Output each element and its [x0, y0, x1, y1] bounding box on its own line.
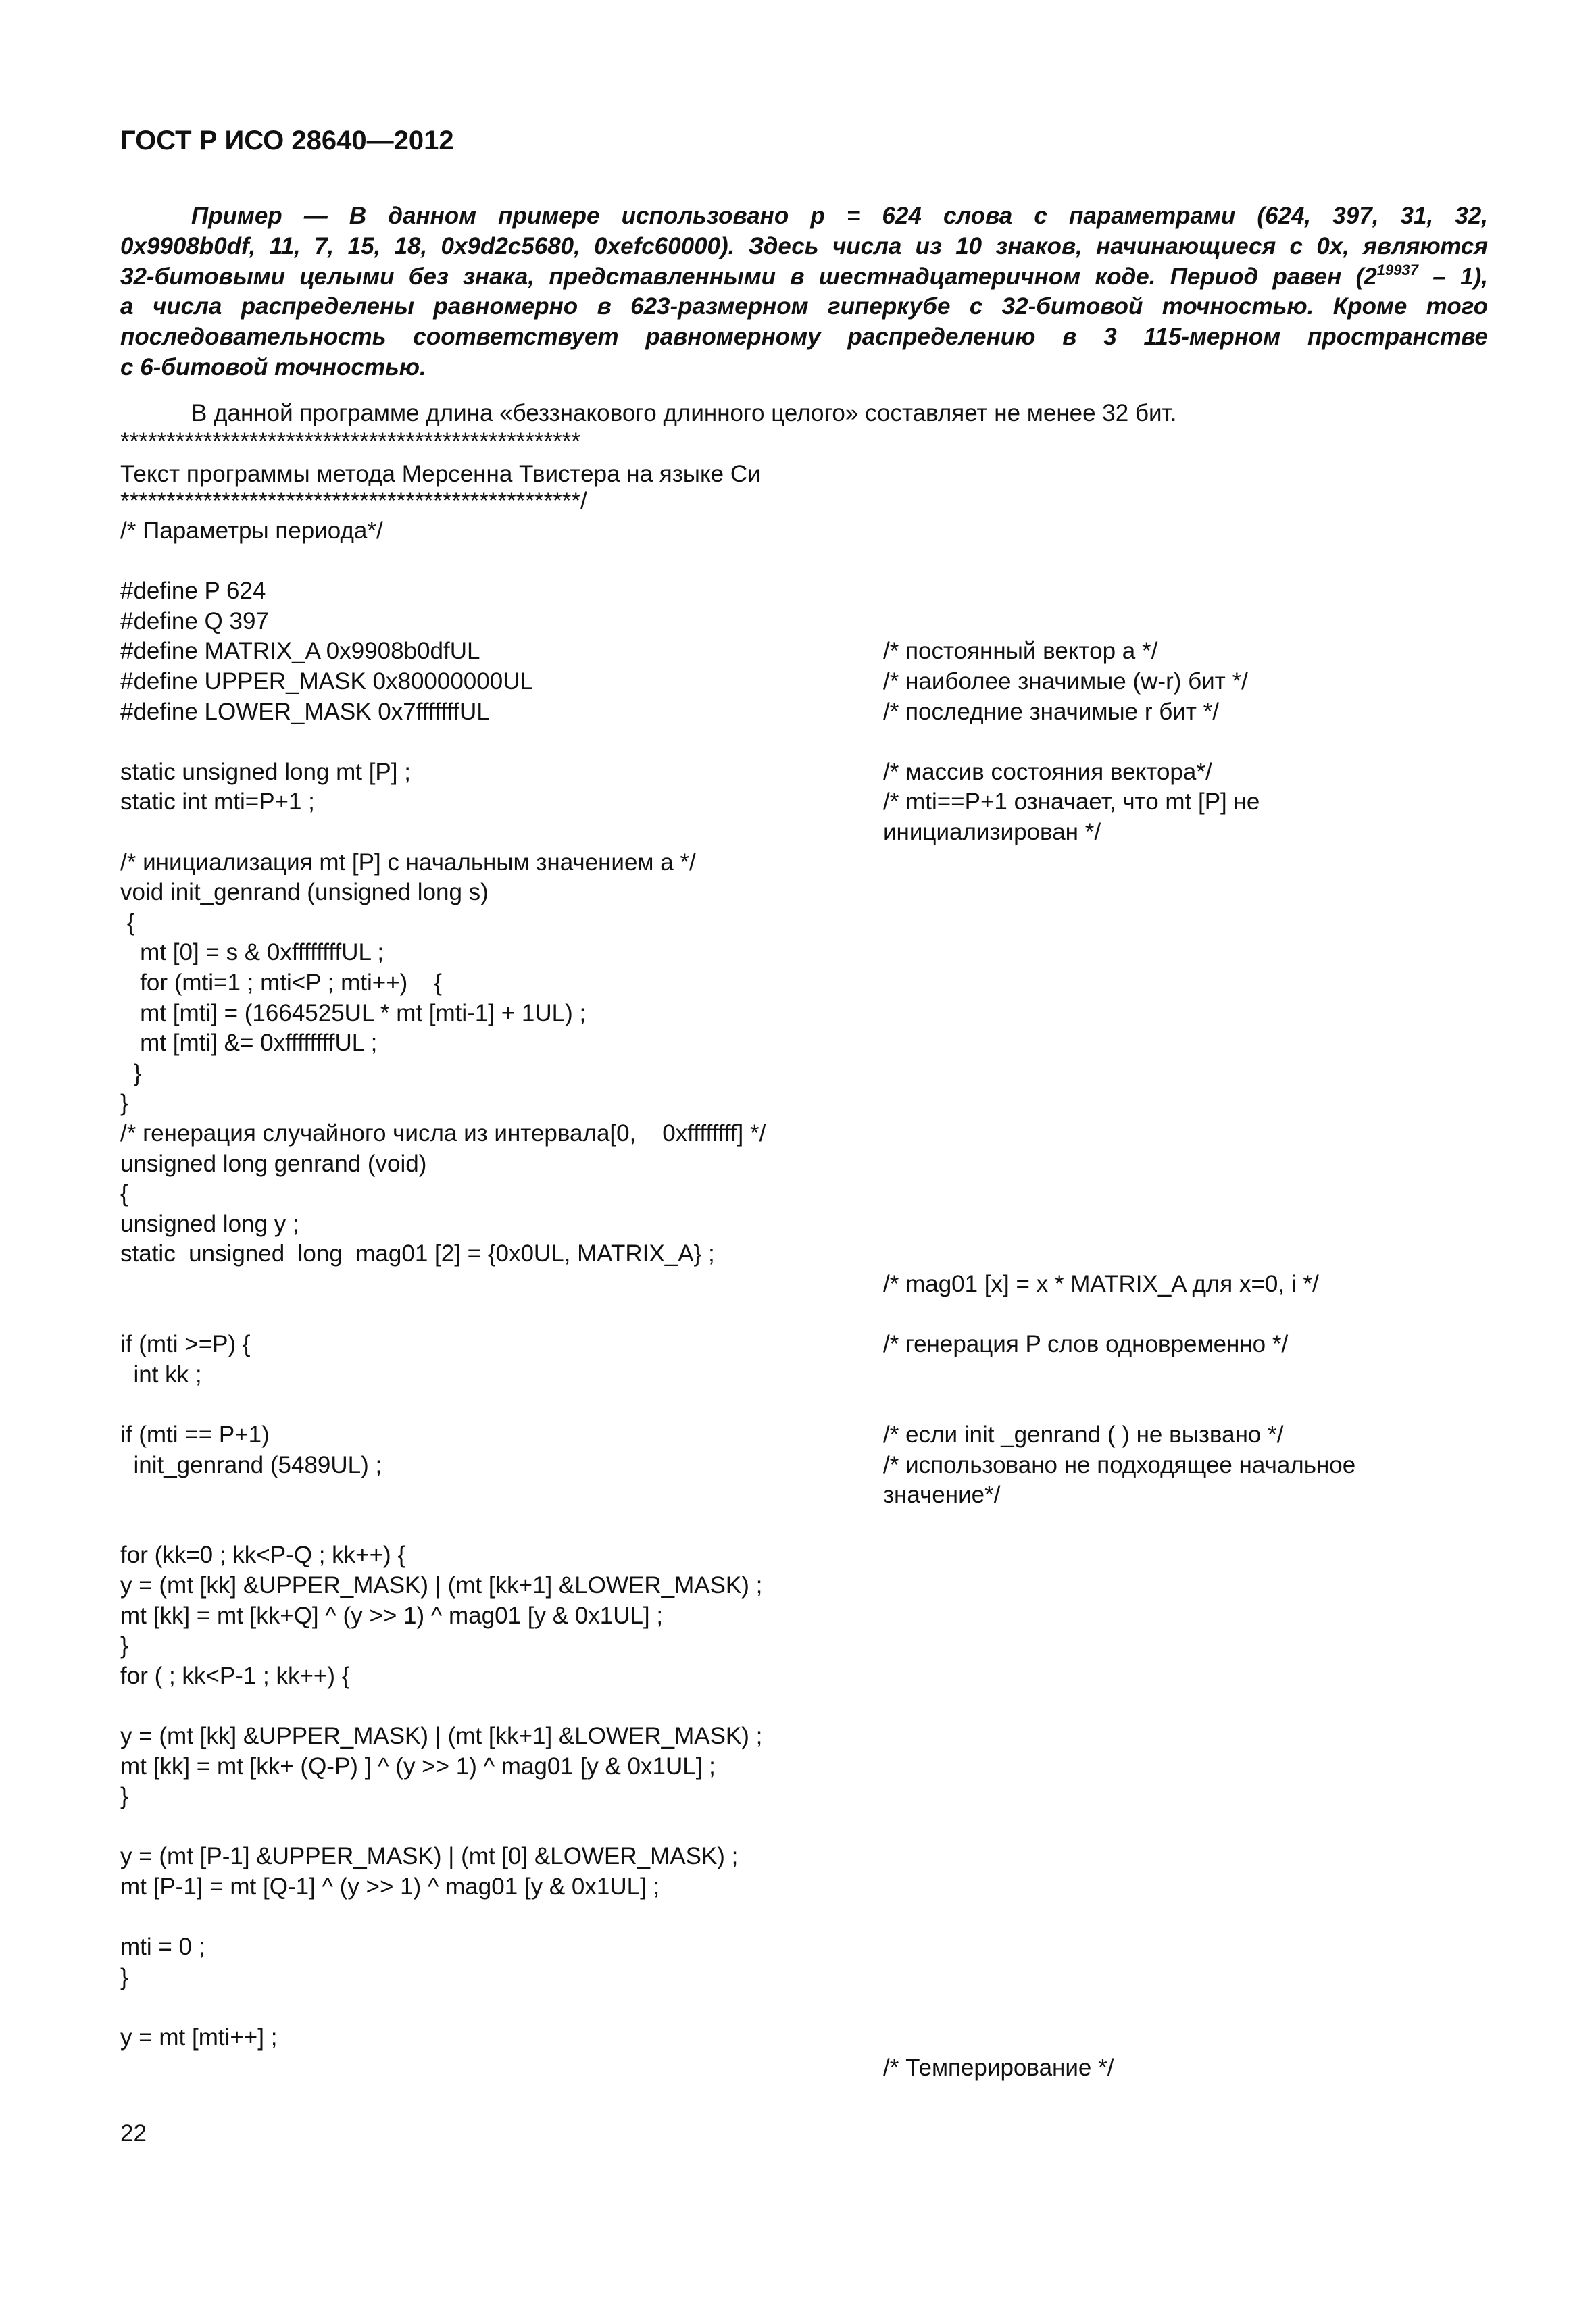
- document-header: ГОСТ Р ИСО 28640—2012: [120, 126, 454, 155]
- example-line: 0x9908b0df, 11, 7, 15, 18, 0x9d2c5680, 0xefc60000). Здесь числа из 10 знаков, начинающиеся с 0x, являются: [120, 232, 1488, 259]
- code-line: mt [P-1] = mt [Q-1] ^ (y >> 1) ^ mag01 [y & 0x1UL] ;: [120, 1873, 660, 1900]
- code-line: for (mti=1 ; mti<P ; mti++) {: [120, 970, 442, 996]
- page-number: 22: [120, 2120, 147, 2146]
- code-line: y = mt [mti++] ;: [120, 2024, 278, 2051]
- code-comment: /* mti==P+1 означает, что mt [P] не: [883, 788, 1260, 815]
- example-line: последовательность соответствует равномерному распределению в 3 115-мерном пространстве: [120, 324, 1488, 351]
- code-line: static unsigned long mt [P] ;: [120, 758, 411, 785]
- code-line: #define UPPER_MASK 0x80000000UL: [120, 668, 533, 695]
- code-line: y = (mt [kk] &UPPER_MASK) | (mt [kk+1] &LOWER_MASK) ;: [120, 1723, 763, 1749]
- code-line: }: [120, 1059, 142, 1086]
- code-comment: /* mag01 [x] = x * MATRIX_A для x=0, i */: [883, 1271, 1319, 1297]
- code-line: #define P 624: [120, 578, 266, 605]
- example-line: Пример — В данном примере использовано p = 624 слова с параметрами (624, 397, 31, 32,: [191, 203, 1488, 229]
- code-comment: /* Темперирование */: [883, 2054, 1114, 2081]
- example-line-period: [120, 262, 1488, 293]
- code-line: unsigned long genrand (void): [120, 1150, 427, 1177]
- code-line: void init_genrand (unsigned long s): [120, 879, 489, 906]
- code-line: }: [120, 1090, 128, 1117]
- code-line: #define LOWER_MASK 0x7fffffffUL: [120, 698, 490, 725]
- code-line: if (mti >=P) {: [120, 1331, 251, 1358]
- example-paragraph: [120, 201, 1488, 383]
- code-line: static unsigned long mag01 [2] = {0x0UL, MATRIX_A} ;: [120, 1240, 715, 1267]
- intro-text: В данной программе длина «беззнакового длинного целого» составляет не менее 32 бит.: [191, 400, 1177, 426]
- code-comment: инициализирован */: [883, 819, 1101, 845]
- code-line: init_genrand (5489UL) ;: [120, 1451, 382, 1478]
- period-exponent: 19937: [1376, 261, 1418, 278]
- stars-separator-top: **************************************************: [120, 428, 581, 455]
- code-line: #define Q 397: [120, 607, 269, 634]
- example-line: с 6-битовой точностью.: [120, 353, 426, 380]
- code-line: y = (mt [kk] &UPPER_MASK) | (mt [kk+1] &LOWER_MASK) ;: [120, 1572, 763, 1599]
- code-comment: /* массив состояния вектора*/: [883, 758, 1212, 785]
- code-line: mt [kk] = mt [kk+ (Q-P) ] ^ (y >> 1) ^ mag01 [y & 0x1UL] ;: [120, 1753, 716, 1780]
- code-line: static int mti=P+1 ;: [120, 788, 315, 815]
- code-line: mt [0] = s & 0xffffffffUL ;: [120, 939, 384, 966]
- code-comment: /* последние значимые r бит */: [883, 698, 1219, 725]
- code-line: int kk ;: [120, 1361, 202, 1388]
- program-title: Текст программы метода Мерсенна Твистера на языке Си: [120, 461, 761, 487]
- code-comment: /* использовано не подходящее начальное: [883, 1451, 1356, 1478]
- code-line: y = (mt [P-1] &UPPER_MASK) | (mt [0] &LOWER_MASK) ;: [120, 1843, 739, 1870]
- code-line: #define MATRIX_A 0x9908b0dfUL: [120, 638, 480, 665]
- code-line: {: [120, 1180, 128, 1207]
- code-comment: /* наиболее значимые (w-r) бит */: [883, 668, 1248, 695]
- code-comment: /* генерация P слов одновременно */: [883, 1331, 1289, 1358]
- example-line: а числа распределены равномерно в 623-размерном гиперкубе с 32-битовой точностью. Кроме того: [120, 293, 1488, 320]
- code-line: }: [120, 1632, 128, 1659]
- example-line-text: 32-битовыми целыми без знака, представленными в шестнадцатеричном коде. Период равен (2: [120, 263, 1377, 290]
- code-line: mt [mti] = (1664525UL * mt [mti-1] + 1UL) ;: [120, 999, 587, 1026]
- code-line: }: [120, 1783, 128, 1810]
- code-comment: /* если init _genrand ( ) не вызвано */: [883, 1422, 1284, 1448]
- code-line: mti = 0 ;: [120, 1934, 205, 1961]
- code-comment: /* постоянный вектор a */: [883, 638, 1158, 665]
- code-line: mt [kk] = mt [kk+Q] ^ (y >> 1) ^ mag01 [y & 0x1UL] ;: [120, 1602, 664, 1629]
- code-line: /* генерация случайного числа из интервала[0, 0xffffffff] */: [120, 1120, 766, 1147]
- stars-separator-bottom: **************************************************/: [120, 488, 587, 514]
- code-line: if (mti == P+1): [120, 1422, 270, 1448]
- code-line: for ( ; kk<P-1 ; kk++) {: [120, 1662, 350, 1689]
- code-line: for (kk=0 ; kk<P-Q ; kk++) {: [120, 1542, 406, 1569]
- code-line: unsigned long y ;: [120, 1210, 299, 1237]
- code-line: }: [120, 1963, 128, 1990]
- code-line: /* инициализация mt [P] с начальным значением а */: [120, 849, 696, 876]
- code-line: mt [mti] &= 0xffffffffUL ;: [120, 1030, 378, 1057]
- period-tail: – 1),: [1418, 263, 1488, 290]
- code-line: /* Параметры периода*/: [120, 518, 383, 544]
- code-line: {: [120, 909, 135, 936]
- code-comment: значение*/: [883, 1482, 1001, 1509]
